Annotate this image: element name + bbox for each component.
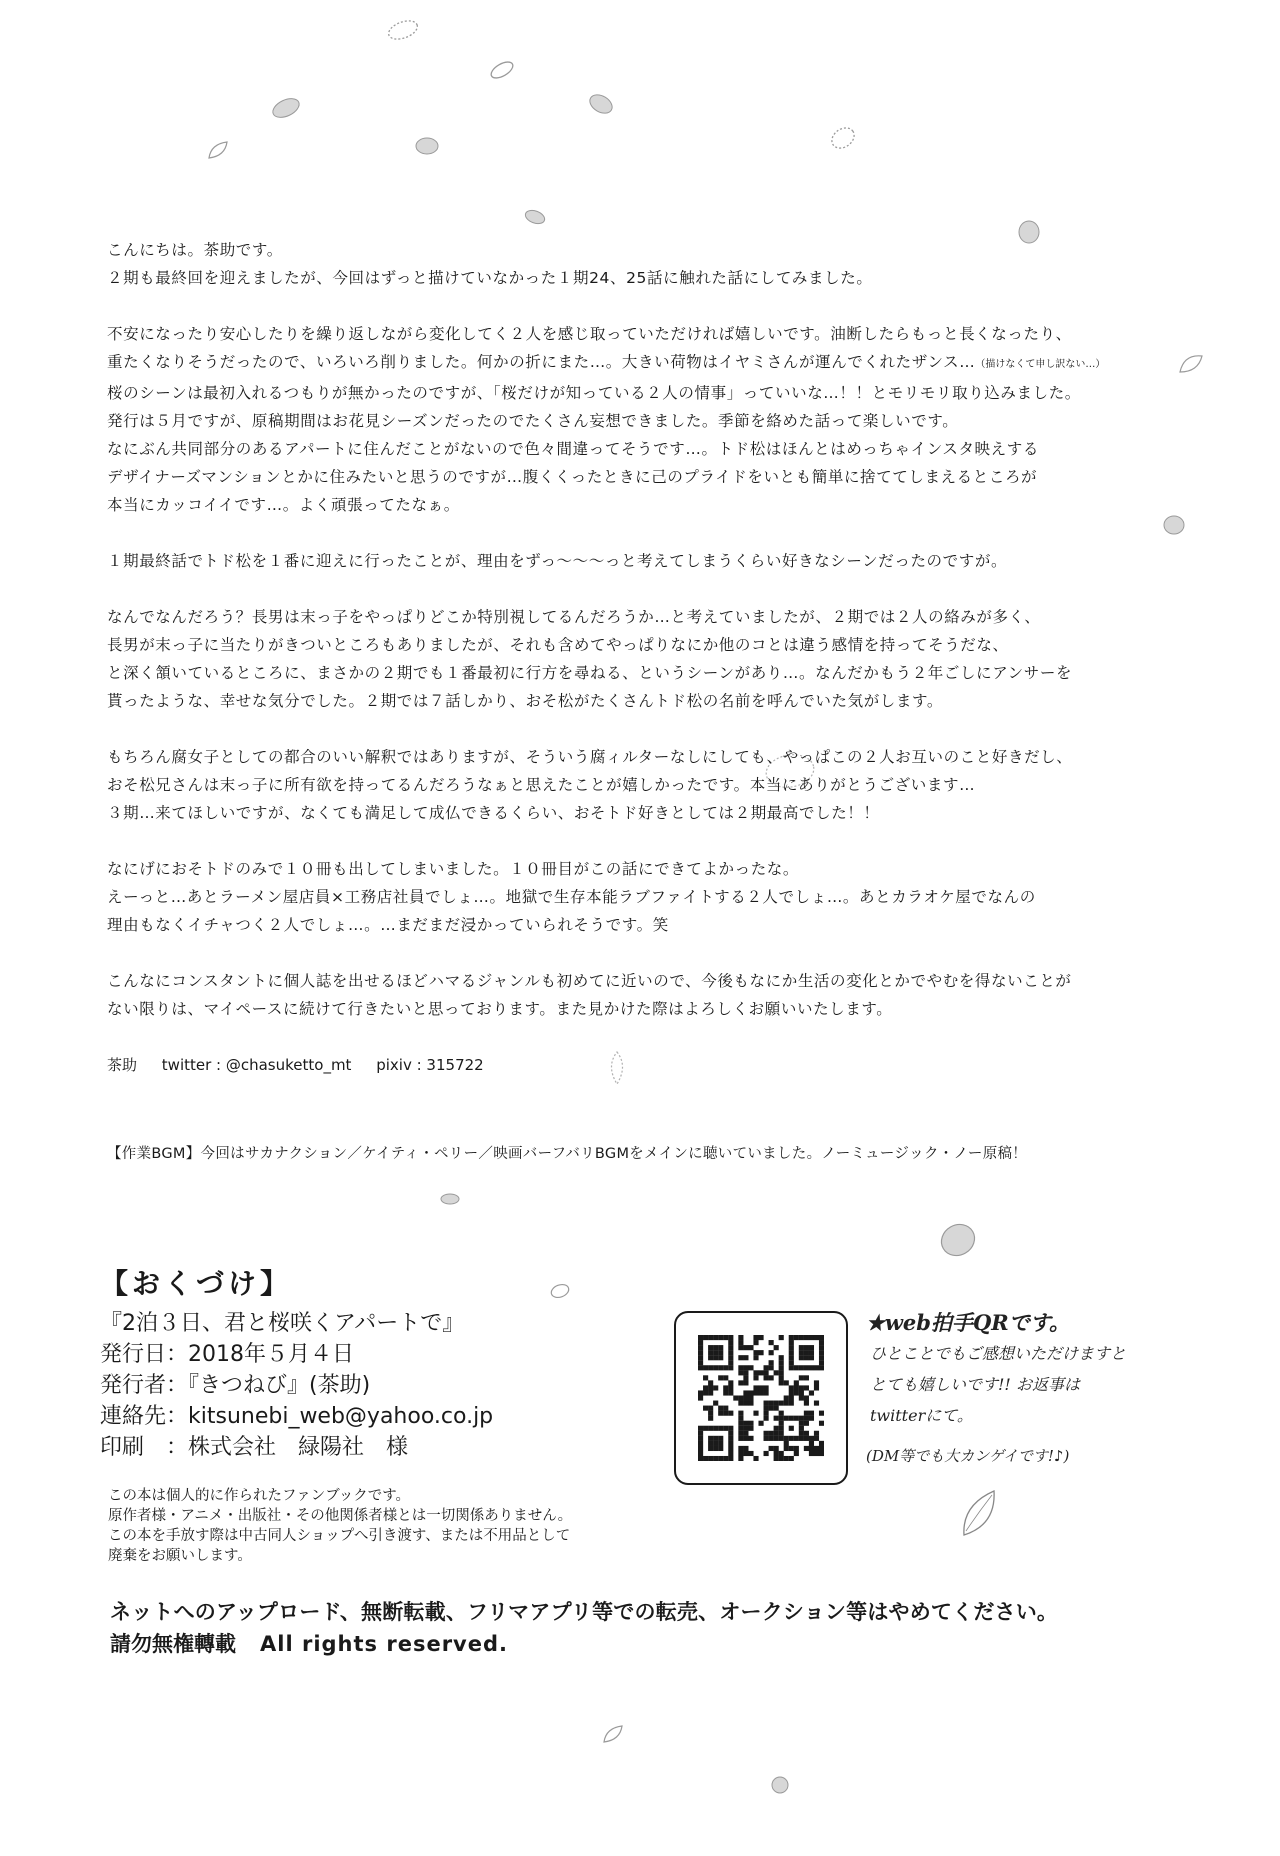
intro-line: ２期も最終回を迎えましたが、今回はずっと描けていなかった１期24、25話に触れた話にしてみました。 (107, 269, 873, 287)
afterword-paragraph-4 (107, 743, 1207, 827)
rights-en: All rights reserved. (260, 1632, 508, 1656)
text-line-main: 重たくなりそうだったので、いろいろ削りました。何かの折にまた…。大きい荷物はイヤミさんが運んでくれたザンス… (107, 353, 976, 371)
petal-icon (956, 1485, 1002, 1541)
petal-icon (522, 207, 548, 227)
petal-icon (585, 92, 617, 116)
note-line: この本は個人的に作られたファンブックです。 (108, 1488, 411, 1504)
rights-notice (110, 1628, 508, 1658)
petal-icon (385, 18, 421, 42)
qr-handwritten-note (866, 1308, 1186, 1473)
pixiv-id: pixiv : 315722 (376, 1056, 484, 1074)
text-line: 貰ったような、幸せな気分でした。２期では７話しかり、おそ松がたくさんトド松の名前を呼んでいた気がします。 (107, 692, 943, 710)
book-title: 『2泊３日、君と桜咲くアパートで』 (100, 1311, 465, 1336)
redistribution-warning: ネットへのアップロード、無断転載、フリマアプリ等での転売、オークション等はやめてください。 (110, 1600, 1059, 1624)
qr-note-line: (DM等でも大カンゲイです!♪) (866, 1447, 1070, 1465)
petal-icon (600, 1722, 628, 1746)
petal-icon (768, 1774, 792, 1796)
author-name: 茶助 (107, 1056, 138, 1074)
text-line: 不安になったり安心したりを繰り返しながら変化してく２人を感じ取っていただければ嬉しいです。油断したらもっと長くなったり、 (107, 325, 1072, 343)
text-line: なんでなんだろう？長男は末っ子をやっぱりどこか特別視してるんだろうか…と考えていましたが、２期では２人の絡みが多く、 (107, 608, 1041, 626)
text-line: １期最終話でトド松を１番に迎えに行ったことが、理由をずっ～～～っと考えてしまうくらい好きなシーンだったのですが。 (107, 552, 1008, 570)
note-line: 原作者様・アニメ・出版社・その他関係者様とは一切関係ありません。 (108, 1508, 573, 1524)
text-line: 発行は５月ですが、原稿期間はお花見シーズンだったのでたくさん妄想できました。季節を絡めた話って楽しいです。 (107, 412, 959, 430)
publisher: 発行者：『きつねび』(茶助) (100, 1373, 371, 1398)
qr-note-line: とても嬉しいです!! お返事は (870, 1375, 1080, 1394)
greeting-line: こんにちは。茶助です。 (107, 241, 283, 259)
text-line: なにぶん共同部分のあるアパートに住んだことがないので色々間違ってそうです…。トド松はほんとはめっちゃインスタ映えする (107, 440, 1039, 458)
colophon (100, 1262, 660, 1463)
note-line: この本を手放す際は中古同人ショップへ引き渡す、または不用品として (108, 1528, 571, 1544)
rights-jp: 請勿無権轉載 (110, 1632, 236, 1656)
afterword-paragraph-6 (107, 967, 1207, 1023)
contact-email: 連絡先：kitsunebi_web@yahoo.co.jp (100, 1404, 494, 1429)
fanbook-notes (108, 1486, 572, 1566)
petal-icon (412, 134, 442, 158)
petal-icon (268, 96, 304, 120)
publish-date: 発行日：2018年５月４日 (100, 1342, 354, 1367)
text-line: なにげにおそトドのみで１０冊も出してしまいました。１０冊目がこの話にできてよかったな。 (107, 860, 799, 878)
afterword-paragraph-5 (107, 855, 1207, 939)
work-bgm-note: 【作業BGM】今回はサカナクション／ケイティ・ペリー／映画バーフバリBGMをメインに聴いていました。ノーミュージック・ノー原稿！ (107, 1146, 1028, 1162)
aside-note: （描けなくて申し訳ない…） (975, 359, 1106, 370)
qr-code-icon[interactable] (698, 1335, 824, 1461)
afterword-paragraph-1 (107, 320, 1207, 519)
petal-icon (487, 60, 517, 80)
text-line: 本当にカッコイイです…。よく頑張ってたなぁ。 (107, 496, 460, 514)
afterword-paragraph-3 (107, 603, 1207, 715)
text-line (107, 348, 1207, 379)
text-line: えーっと…あとラーメン屋店員×工務店社員でしょ…。地獄で生存本能ラブファイトする２人でしょ…。あとカラオケ屋でなんの (107, 888, 1036, 906)
qr-note-line: ひとことでもご感想いただけますと (870, 1344, 1127, 1363)
printer: 印刷 ：株式会社 緑陽社 様 (100, 1435, 409, 1460)
text-line: と深く頷いているところに、まさかの２期でも１番最初に行方を尋ねる、というシーンがあり…。なんだかもう２年ごしにアンサーを (107, 664, 1073, 682)
afterword-text (107, 236, 1207, 1079)
text-line: もちろん腐女子としての都合のいい解釈ではありますが、そういう腐ィルターなしにしても、やっぱこの２人お互いのこと好きだし、 (107, 748, 1073, 766)
note-line: 廃棄をお願いします。 (108, 1548, 252, 1564)
afterword-greeting-paragraph (107, 236, 1207, 292)
petal-icon (438, 1190, 462, 1208)
petal-icon (205, 138, 233, 162)
author-credit (107, 1051, 1207, 1079)
web-clap-qr-frame[interactable] (674, 1311, 848, 1485)
text-line: ３期…来てほしいですが、なくても満足して成仏できるくらい、おそトド好きとしては２期最高でした！！ (107, 804, 880, 822)
twitter-handle: twitter : @chasuketto_mt (161, 1056, 352, 1074)
afterword-paragraph-2 (107, 547, 1207, 575)
petal-icon (935, 1218, 981, 1262)
text-line: 長男が末っ子に当たりがきついところもありましたが、それも含めてやっぱりなにか他のコとは違う感情を持ってそうだな、 (107, 636, 1009, 654)
text-line: こんなにコンスタントに個人誌を出せるほどハマるジャンルも初めてに近いので、今後もなにか生活の変化とかでやむを得ないことが (107, 972, 1072, 990)
text-line: 理由もなくイチャつく２人でしょ…。…まだまだ浸かっていられそうです。笑 (107, 916, 669, 934)
text-line: おそ松兄さんは末っ子に所有欲を持ってるんだろうなぁと思えたことが嬉しかったです。本当にありがとうございます… (107, 776, 976, 794)
text-line: ない限りは、マイペースに続けて行きたいと思っております。また見かけた際はよろしくお願いいたします。 (107, 1000, 893, 1018)
qr-note-line: twitterにて。 (870, 1406, 973, 1425)
text-line: デザイナーズマンションとかに住みたいと思うのですが…腹くくったときに己のプライドをいとも簡単に捨ててしまえるところが (107, 468, 1038, 486)
text-line: 桜のシーンは最初入れるつもりが無かったのですが、「桜だけが知っている２人の情事」っていいな…！！とモリモリ取り込みました。 (107, 384, 1081, 402)
qr-note-title: ★web拍手QRです。 (866, 1310, 1071, 1335)
colophon-heading: 【おくづけ】 (100, 1267, 293, 1300)
petal-icon (826, 124, 860, 152)
